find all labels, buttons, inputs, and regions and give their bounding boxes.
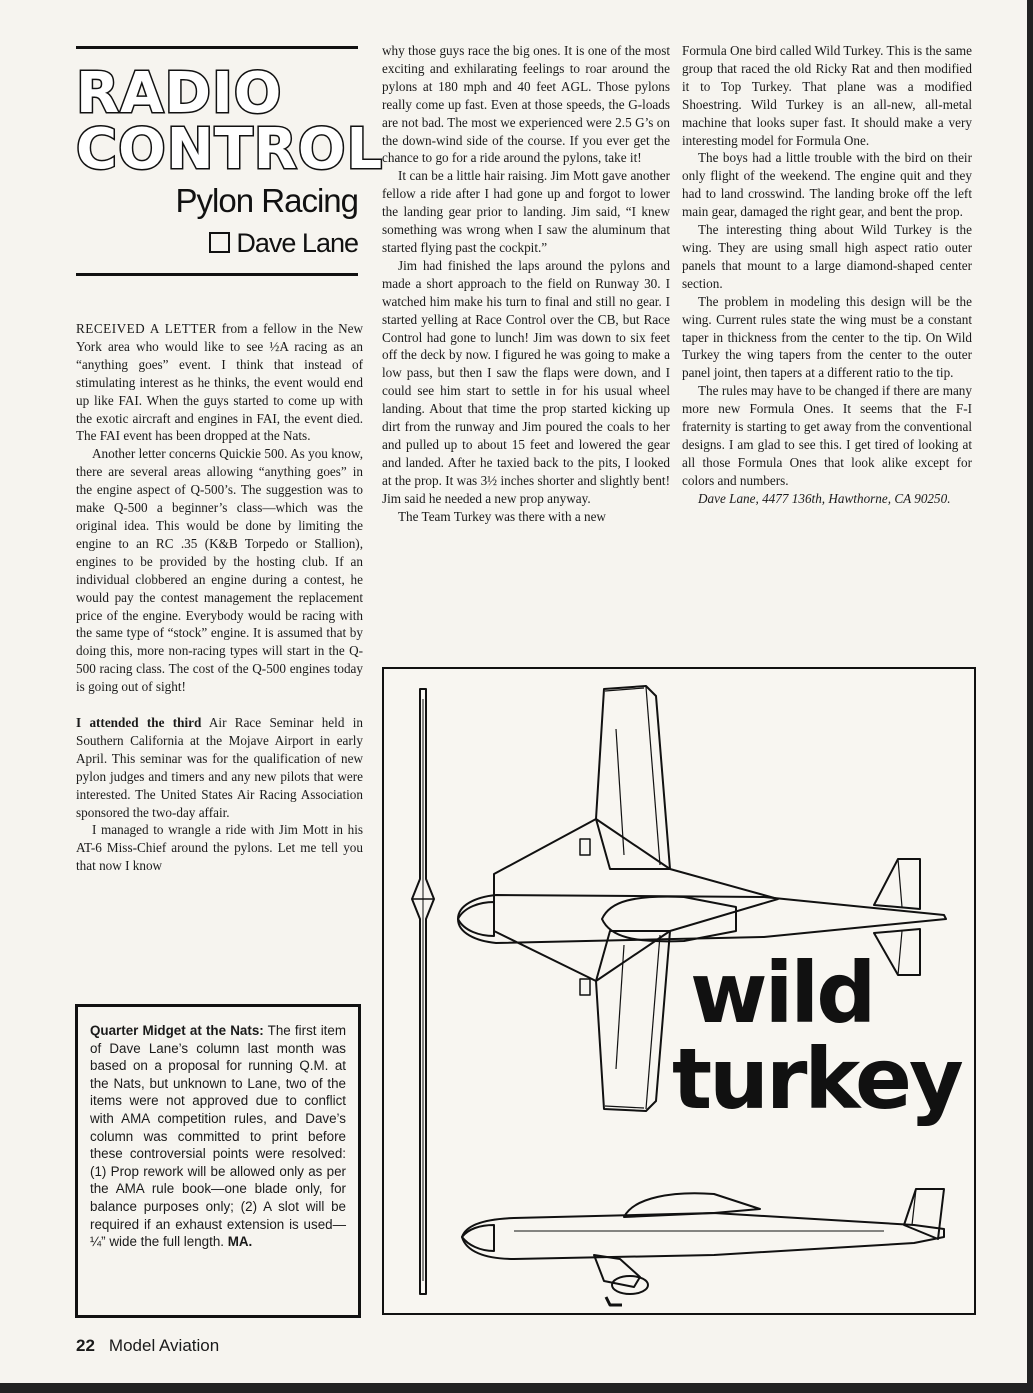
paragraph: Another letter concerns Quickie 500. As you know, there are several areas allowing “anything goes” in the engine aspect of Q-500’s. The suggestion was to make Q-500 a beginner’s class—which was the original idea. This would be done by limiting the engine to an RC .35 (K&B Torpedo or Stallion), engines to be provided by the hosting club. If an individual clobbered an engine during a contest, he would pay the contest management the replacement price of the engine. Everybody would be racing with the same type of “stock” engine. It is assumed that by doing this, more non-racing types will start in the Q-500 racing class. The cost of the Q-500 engines today is going out of sight! (76, 446, 363, 695)
paragraph-text: from a fellow in the New York area who would like to see ½A racing as an “anything goes” event. I think that instead of stimulating interest as he thinks, the event would end up like FAI. When the guys started to come up with the exotic aircraft and engines in FAI, the event died. The FAI event has been dropped at the Nats. (76, 321, 363, 444)
page-footer (76, 1336, 219, 1356)
square-bullet-icon (209, 232, 230, 253)
paragraph: why those guys race the big ones. It is one of the most exciting and exhilarating feelings to roar around the pylons at 180 mph and 40 feet AGL. Those pylons really come up fast. Even at those speeds, the G-loads are not bad. The most we experienced were 2.5 G’s on the down-wind side of the course. If you ever get the chance to go for a ride around the pylons, take it! (382, 43, 670, 166)
page-number: 22 (76, 1336, 95, 1355)
header-top-rule (76, 46, 358, 49)
paragraph: The Team Turkey was there with a new (398, 508, 606, 524)
sidebar-heading: Quarter Midget at the Nats: (90, 1023, 264, 1038)
paragraph: The rules may have to be changed if there are many more new Formula Ones. It seems that the F-I fraternity is starting to get away from the conventional designs. I am glad to see this. I get tired of looking at all those Formula Ones that look alike except for colors and numbers. (682, 383, 972, 488)
sidebar-body: The first item of Dave Lane’s column last month was based on a proposal for running Q.M. at the Nats, but unknown to Lane, two of the items were not approved due to conflict with AMA competition rules, and Dave’s column was committed to print before these controversial points were resolved: (1) Prop rework will be allowed only as per the AMA rule book—one blade only, for balance purposes only; (2) A slot will be required if an exhaust extension is used—¼” wide the full length. (90, 1023, 346, 1250)
drawing-title-wild: wild (690, 944, 874, 1042)
column-banner (76, 61, 384, 182)
paragraph: The boys had a little trouble with the bird on their only flight of the weekend. The engine quit and they had to land crosswind. The landing broke off the left main gear, damaged the right gear, and bent the prop. (682, 150, 972, 220)
sidebar-box (75, 1004, 361, 1318)
paragraph: The problem in modeling this design will be the wing. Current rules state the wing must be a constant taper in thickness from the center to the tip. On Wild Turkey the wing tapers from the center to the outer panel joint, then tapers at a different ratio to the tip. (682, 293, 972, 381)
front-view-drawing (412, 689, 434, 1294)
drawing-title-turkey: turkey (672, 1030, 961, 1128)
sidebar-signoff: MA. (227, 1234, 253, 1250)
header-bottom-rule (76, 273, 358, 276)
paragraph: The interesting thing about Wild Turkey is the wing. They are using small high aspect ratio outer panels that mount to a large diamond-shaped center section. (682, 222, 972, 291)
aircraft-three-view-drawing (384, 669, 978, 1317)
paragraph-lead: I attended the third (76, 715, 202, 731)
banner-line-radio: RADIO (76, 61, 283, 126)
publication-name: Model Aviation (108, 1336, 220, 1355)
byline (76, 228, 358, 259)
aircraft-drawing-figure (382, 667, 976, 1315)
paragraph-text: Air Race Seminar held in Southern California at the Mojave Airport in early April. This seminar was for the qualification of new pylon judges and timers and any new pilots that were interested. The United States Air Racing Association sponsored the two-day affair. (76, 715, 363, 820)
article-column-1 (76, 320, 363, 875)
article-column-3 (682, 42, 972, 508)
banner-line-control: CONTROL (76, 117, 384, 182)
author-address: Dave Lane, 4477 136th, Hawthorne, CA 90250. (698, 490, 951, 506)
paragraph: Jim had finished the laps around the pylons and made a short approach to the field on Runway 30. I watched him make his turn to final and still no gear. I started yelling at Race Control over the CB, but Race Control had gone to lunch! Jim was down to six feet off the deck by now. I figured he was going to make a low pass, but then I saw the flaps were down, and I could see him start to settle in for his usual wheel landing. About that time the prop started kicking up dirt from the runway and Jim poured the coals to her and pulled up to about 15 feet and lowered the gear and landed. After he taxied back to the pits, I looked at the prop. It was 3½ inches shorter and slightly bent! Jim said he needed a new prop anyway. (382, 257, 670, 506)
side-view-drawing (462, 1189, 944, 1305)
section-title: Pylon Racing (175, 182, 358, 219)
paragraph: I managed to wrangle a ride with Jim Mott in his AT-6 Miss-Chief around the pylons. Let me tell you that now I know (76, 822, 363, 874)
paragraph: Formula One bird called Wild Turkey. This is the same group that raced the old Ricky Rat and then modified it to Top Turkey. That plane was a modified Shoestring. Wild Turkey is an all-new, all-metal machine that looks super fast. It should make a very interesting model for Formula One. (682, 43, 972, 148)
paragraph (76, 714, 363, 821)
paragraph (76, 320, 363, 445)
paragraph-lead: RECEIVED A LETTER (76, 321, 217, 336)
paragraph: It can be a little hair raising. Jim Mott gave another fellow a ride after I had gone up and forgot to lower the landing gear prior to landing. Jim said, “I knew something was wrong when I saw the aluminum that started flying past the cockpit.” (382, 168, 670, 255)
byline-author: Dave Lane (236, 228, 358, 258)
article-column-2 (382, 42, 670, 525)
